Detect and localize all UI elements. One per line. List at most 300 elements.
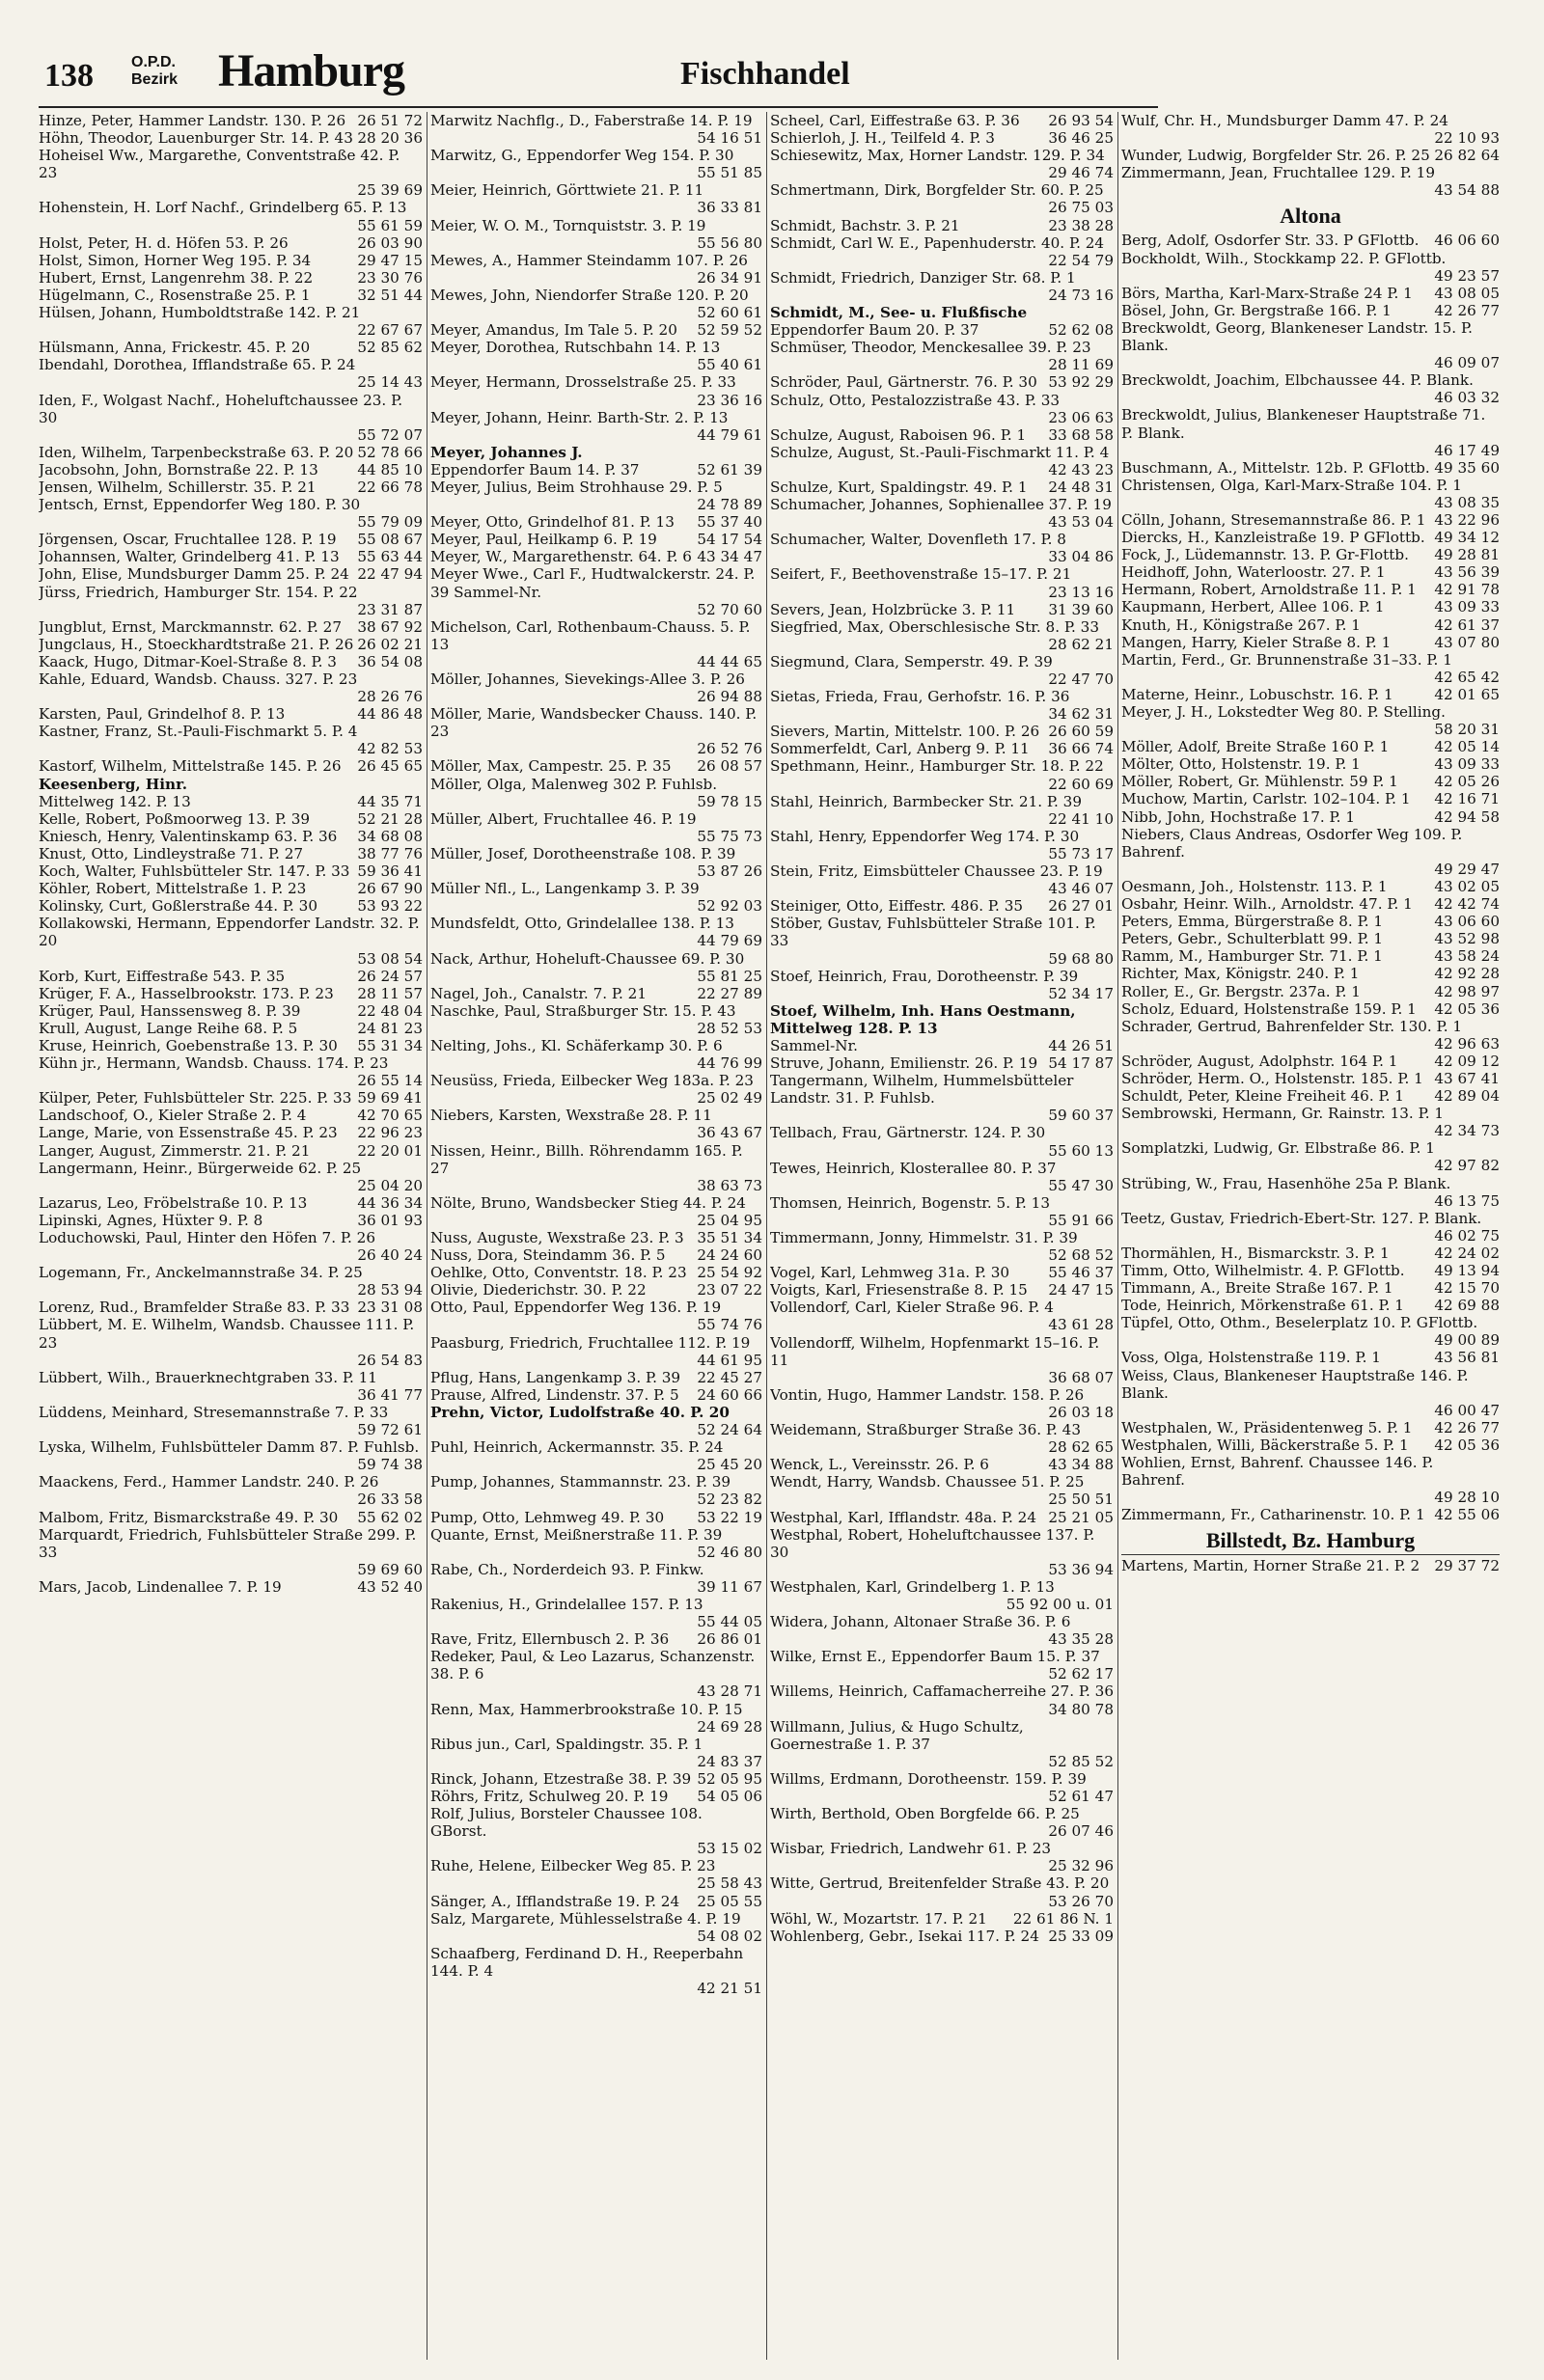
entry-name-address: Strübing, W., Frau, Hasenhöhe 25a P. Blank.: [1121, 1174, 1451, 1192]
entry-phone-number: 46 02 75: [1434, 1226, 1500, 1245]
entry-name-address: Schulze, August, St.-Pauli-Fischmarkt 11. P. 4: [770, 443, 1110, 461]
directory-entry: [770, 862, 1114, 897]
entry-phone-number: 52 68 52: [1048, 1246, 1114, 1265]
directory-entry: [430, 1037, 762, 1072]
entry-name-address: Tüpfel, Otto, Othm., Beselerplatz 10. P. GFlottb.: [1121, 1314, 1478, 1332]
entry-name-address: Schuldt, Peter, Kleine Freiheit 46. P. 1: [1121, 1087, 1404, 1106]
entry-phone-number: 38 67 92: [357, 617, 423, 636]
entry-name-address: Eppendorfer Baum 20. P. 37: [770, 321, 979, 340]
entry-name-address: Diercks, H., Kanzleistraße 19. P GFlottb.: [1121, 529, 1425, 547]
entry-phone-number: 54 17 54: [697, 531, 762, 549]
entry-phone-number: 24 69 28: [697, 1717, 762, 1736]
directory-entry: [1121, 651, 1500, 686]
entry-phone-number: 53 08 54: [357, 949, 423, 968]
directory-entry: [770, 565, 1114, 600]
entry-phone-number: 36 68 07: [1048, 1368, 1114, 1386]
directory-entry: [430, 1701, 762, 1736]
entry-name-address: Meyer, J. H., Lokstedter Weg 80. P. Stelling.: [1121, 703, 1446, 721]
directory-entry: [39, 670, 423, 705]
column-4: [1121, 112, 1500, 2360]
entry-phone-number: 49 28 10: [1434, 1489, 1500, 1507]
directory-entry: [39, 112, 423, 129]
entry-name-address: Logemann, Fr., Anckelmannstraße 34. P. 25: [39, 1264, 363, 1282]
entry-phone-number: 26 75 03: [1048, 199, 1114, 217]
entry-phone-number: 28 62 21: [1048, 635, 1114, 653]
entry-name-address: Schulze, Kurt, Spaldingstr. 49. P. 1: [770, 478, 1028, 496]
entry-name-address: Fock, J., Lüdemannstr. 13. P. Gr-Flottb.: [1121, 546, 1409, 564]
entry-name-address: Stoef, Wilhelm, Inh. Hans Oestmann, Mittelweg 128. P. 13: [770, 1001, 1076, 1037]
entry-phone-number: 22 41 10: [1048, 809, 1114, 828]
entry-name-address: Kollakowski, Hermann, Eppendorfer Landstr. 32. P. 20: [39, 915, 420, 950]
entry-phone-number: 52 23 82: [697, 1491, 762, 1509]
entry-name-address: Jürss, Friedrich, Hamburger Str. 154. P. 22: [39, 583, 358, 601]
directory-entry: [1121, 1139, 1500, 1174]
directory-entry: [1121, 1419, 1500, 1436]
entry-phone-number: 49 28 81: [1434, 546, 1500, 564]
directory-entry: [1121, 250, 1500, 285]
entry-phone-number: 25 39 69: [357, 181, 423, 200]
entry-phone-number: 28 11 57: [357, 984, 423, 1002]
entry-name-address: Siegfried, Max, Oberschlesische Str. 8. P. 33: [770, 617, 1099, 636]
entry-phone-number: 42 26 77: [1434, 301, 1500, 319]
directory-entry: [770, 1526, 1114, 1578]
directory-entry: [39, 705, 423, 723]
entry-name-address: Ribus jun., Carl, Spaldingstr. 35. P. 1: [430, 1735, 703, 1753]
entry-name-address: Rabe, Ch., Norderdeich 93. P. Finkw.: [430, 1560, 704, 1578]
entry-name-address: Hubert, Ernst, Langenrehm 38. P. 22: [39, 268, 314, 287]
entry-phone-number: 43 08 05: [1434, 284, 1500, 302]
directory-entry: [430, 618, 762, 670]
directory-entry: [430, 1299, 762, 1333]
entry-name-address: Kruse, Heinrich, Goebenstraße 13. P. 30: [39, 1036, 338, 1054]
entry-name-address: Mewes, A., Hammer Steindamm 107. P. 26: [430, 251, 748, 269]
entry-phone-number: 26 08 57: [697, 757, 762, 776]
entry-phone-number: 55 72 07: [357, 425, 423, 444]
directory-entry: [39, 915, 423, 967]
entry-name-address: Stöber, Gustav, Fuhlsbütteler Straße 101. P. 33: [770, 915, 1096, 950]
entry-name-address: Westphalen, W., Präsidentenweg 5. P. 1: [1121, 1418, 1413, 1436]
directory-entry: [1121, 1314, 1500, 1349]
entry-name-address: Hoheisel Ww., Margarethe, Conventstraße 42. P. 23: [39, 147, 400, 182]
directory-entry: [430, 880, 762, 915]
entry-name-address: Wohlenberg, Gebr., Isekai 117. P. 24: [770, 1927, 1039, 1945]
entry-phone-number: 26 45 65: [357, 757, 423, 776]
directory-entry: [39, 793, 423, 810]
entry-phone-number: 28 62 65: [1048, 1438, 1114, 1457]
directory-entry: [770, 444, 1114, 479]
entry-phone-number: 22 96 23: [357, 1124, 423, 1142]
entry-phone-number: 59 74 38: [357, 1456, 423, 1474]
entry-phone-number: 55 31 34: [357, 1036, 423, 1054]
directory-entry: [39, 1037, 423, 1054]
directory-entry: [770, 688, 1114, 723]
entry-phone-number: 24 78 89: [697, 496, 762, 514]
entry-name-address: Jentsch, Ernst, Eppendorfer Weg 180. P. 30: [39, 496, 361, 514]
entry-phone-number: 36 41 77: [357, 1385, 423, 1404]
entry-phone-number: 55 51 85: [697, 164, 762, 182]
entry-phone-number: 55 79 09: [357, 513, 423, 532]
directory-entry: [770, 601, 1114, 618]
entry-phone-number: 46 00 47: [1434, 1401, 1500, 1419]
entry-phone-number: 43 34 88: [1048, 1456, 1114, 1474]
entry-name-address: Meyer, W., Margarethenstr. 64. P. 6: [430, 548, 692, 566]
city-title: Hamburg: [218, 45, 405, 96]
directory-entry: [430, 1264, 762, 1281]
entry-phone-number: 28 52 53: [697, 1019, 762, 1037]
entry-name-address: Vollendorff, Wilhelm, Hopfenmarkt 15–16. P. 11: [770, 1333, 1100, 1369]
entry-name-address: Puhl, Heinrich, Ackermannstr. 35. P. 24: [430, 1438, 724, 1457]
entry-phone-number: 49 13 94: [1434, 1262, 1500, 1279]
opd-line: O.P.D.: [131, 54, 176, 70]
entry-name-address: Meyer, Julius, Beim Strohhause 29. P. 5: [430, 478, 723, 496]
entry-name-address: Nagel, Joh., Canalstr. 7. P. 21: [430, 984, 648, 1002]
entry-phone-number: [419, 776, 423, 793]
entry-phone-number: 52 60 61: [697, 304, 762, 322]
entry-name-address: Schulze, August, Raboisen 96. P. 1: [770, 425, 1027, 444]
entry-name-address: Lipinski, Agnes, Hüxter 9. P. 8: [39, 1211, 263, 1229]
directory-entry: [430, 1910, 762, 1945]
directory-entry: [1121, 773, 1500, 790]
directory-entry: [39, 1002, 423, 1020]
entry-phone-number: 52 61 47: [1048, 1788, 1114, 1805]
entry-phone-number: 43 02 05: [1434, 877, 1500, 895]
entry-name-address: Jensen, Wilhelm, Schillerstr. 35. P. 21: [39, 478, 317, 496]
entry-name-address: Nack, Arthur, Hoheluft-Chaussee 69. P. 30: [430, 949, 745, 968]
entry-phone-number: 54 17 87: [1048, 1054, 1114, 1073]
directory-entry: [39, 1194, 423, 1212]
entry-name-address: Jacobsohn, John, Bornstraße 22. P. 13: [39, 460, 318, 479]
directory-entry: [430, 1369, 762, 1386]
directory-entry: [430, 112, 762, 147]
entry-name-address: Osbahr, Heinr. Wilh., Arnoldstr. 47. P. 1: [1121, 895, 1413, 914]
entry-phone-number: 42 92 28: [1434, 965, 1500, 983]
entry-phone-number: 55 92 00 u. 01: [1006, 1595, 1114, 1613]
entry-phone-number: 42 55 06: [1434, 1506, 1500, 1524]
directory-entry: [430, 287, 762, 321]
entry-phone-number: 49 34 12: [1434, 529, 1500, 547]
entry-name-address: Nuss, Auguste, Wexstraße 23. P. 3: [430, 1229, 684, 1246]
entry-name-address: Oesmann, Joh., Holstenstr. 113. P. 1: [1121, 877, 1388, 895]
entry-name-address: Sammel-Nr.: [770, 1036, 858, 1054]
directory-entry: [430, 985, 762, 1002]
entry-name-address: Christensen, Olga, Karl-Marx-Straße 104. P. 1: [1121, 476, 1462, 494]
directory-entry: [430, 1404, 762, 1438]
entry-name-address: Meyer, Hermann, Drosselstraße 25. P. 33: [430, 373, 736, 392]
directory-entry: [430, 757, 762, 775]
entry-phone-number: 54 16 51: [697, 129, 762, 148]
entry-phone-number: 22 20 01: [357, 1141, 423, 1160]
entry-name-address: Meyer, Johannes J.: [430, 443, 583, 461]
entry-name-address: Mewes, John, Niendorfer Straße 120. P. 20: [430, 286, 749, 304]
entry-phone-number: 23 31 08: [357, 1299, 423, 1317]
entry-name-address: Kelle, Robert, Poßmoorweg 13. P. 39: [39, 809, 311, 828]
entry-name-address: Müller, Josef, Dorotheenstraße 108. P. 39: [430, 844, 736, 862]
entry-name-address: Pump, Johannes, Stammannstr. 23. P. 39: [430, 1473, 731, 1491]
entry-name-address: Breckwoldt, Joachim, Elbchaussee 44. P. Blank.: [1121, 371, 1474, 390]
entry-phone-number: 36 33 81: [697, 199, 762, 217]
entry-name-address: Renn, Max, Hammerbrookstraße 10. P. 15: [430, 1700, 743, 1718]
entry-phone-number: 25 45 20: [697, 1456, 762, 1474]
entry-name-address: Schmidt, Carl W. E., Papenhuderstr. 40. P. 24: [770, 233, 1105, 252]
directory-entry: [39, 1160, 423, 1194]
entry-name-address: Karsten, Paul, Grindelhof 8. P. 13: [39, 705, 286, 724]
entry-name-address: Köhler, Robert, Mittelstraße 1. P. 23: [39, 880, 307, 898]
entry-name-address: Schaafberg, Ferdinand D. H., Reeperbahn 144. P. 4: [430, 1944, 744, 1980]
entry-name-address: Möller, Marie, Wandsbecker Chauss. 140. P. 23: [430, 705, 758, 741]
directory-entry: [39, 1229, 423, 1264]
directory-entry: [1121, 1367, 1500, 1419]
entry-name-address: Holst, Peter, H. d. Höfen 53. P. 26: [39, 233, 289, 252]
entry-phone-number: 52 78 66: [357, 443, 423, 461]
entry-name-address: Meyer, Otto, Grindelhof 81. P. 13: [430, 513, 675, 532]
entry-name-address: Paasburg, Friedrich, Fruchtallee 112. P. 19: [430, 1333, 751, 1352]
directory-entry: [39, 584, 423, 618]
entry-name-address: Roller, E., Gr. Bergstr. 237a. P. 1: [1121, 982, 1361, 1000]
entry-phone-number: 28 53 94: [357, 1281, 423, 1299]
column-3: [770, 112, 1114, 2360]
entry-phone-number: 44 26 51: [1048, 1036, 1114, 1054]
entry-name-address: Nuss, Dora, Steindamm 36. P. 5: [430, 1246, 666, 1265]
entry-name-address: Buschmann, A., Mittelstr. 12b. P. GFlottb.: [1121, 458, 1430, 477]
entry-phone-number: 46 13 75: [1434, 1191, 1500, 1210]
entry-name-address: Malbom, Fritz, Bismarckstraße 49. P. 30: [39, 1508, 339, 1526]
entry-phone-number: 54 08 02: [697, 1927, 762, 1945]
entry-name-address: Marwitz, G., Eppendorfer Weg 154. P. 30: [430, 147, 734, 165]
directory-entry: [770, 1072, 1114, 1124]
entry-name-address: Vollendorf, Carl, Kieler Straße 96. P. 4: [770, 1299, 1054, 1317]
section-subheading: Altona: [1280, 204, 1341, 229]
directory-entry: [39, 199, 423, 233]
entry-phone-number: 22 66 78: [357, 478, 423, 496]
entry-phone-number: 23 13 16: [1048, 583, 1114, 601]
directory-entry: [1121, 164, 1500, 199]
entry-name-address: Steiniger, Otto, Eiffestr. 486. P. 35: [770, 897, 1024, 916]
entry-name-address: Scheel, Carl, Eiffestraße 63. P. 36: [770, 112, 1020, 129]
directory-entry: [770, 1718, 1114, 1770]
directory-entry: [1121, 1070, 1500, 1087]
entry-phone-number: 55 56 80: [697, 233, 762, 252]
entry-phone-number: 42 42 74: [1434, 895, 1500, 914]
directory-entry: [770, 1002, 1114, 1037]
entry-phone-number: 42 70 65: [357, 1107, 423, 1125]
entry-phone-number: 44 85 10: [357, 460, 423, 479]
directory-entry: [1121, 302, 1500, 319]
entry-name-address: Möller, Adolf, Breite Straße 160 P. 1: [1121, 738, 1390, 756]
entry-name-address: Lange, Marie, von Essenstraße 45. P. 23: [39, 1124, 338, 1142]
entry-phone-number: 55 61 59: [357, 216, 423, 234]
entry-name-address: Stahl, Henry, Eppendorfer Weg 174. P. 30: [770, 827, 1080, 845]
entry-phone-number: 43 53 04: [1048, 513, 1114, 532]
directory-entry: [430, 950, 762, 985]
page-number: 138: [44, 58, 94, 94]
entry-name-address: Westphal, Robert, Hoheluftchaussee 137. P. 30: [770, 1525, 1095, 1561]
directory-entry: [770, 1124, 1114, 1159]
entry-phone-number: 59 78 15: [697, 792, 762, 810]
directory-entry: [770, 1682, 1114, 1717]
entry-phone-number: 43 58 24: [1434, 947, 1500, 966]
directory-entry: [770, 1299, 1114, 1333]
directory-entry: [39, 234, 423, 252]
entry-phone-number: 42 16 71: [1434, 790, 1500, 808]
entry-phone-number: 43 07 80: [1434, 633, 1500, 651]
entry-phone-number: 33 68 58: [1048, 425, 1114, 444]
entry-name-address: Schrader, Gertrud, Bahrenfelder Str. 130. P. 1: [1121, 1017, 1463, 1035]
directory-entry: [39, 1369, 423, 1404]
directory-entry: [430, 776, 762, 810]
directory-entry: [39, 845, 423, 862]
directory-entry: [430, 1648, 762, 1700]
directory-entry: [1121, 1000, 1500, 1018]
entry-name-address: Zimmermann, Fr., Catharinenstr. 10. P. 1: [1121, 1506, 1425, 1524]
directory-entry: [1121, 406, 1500, 458]
directory-entry: [1121, 616, 1500, 634]
entry-name-address: Naschke, Paul, Straßburger Str. 15. P. 43: [430, 1001, 736, 1020]
entry-phone-number: 42 65 42: [1434, 668, 1500, 686]
entry-name-address: Rolf, Julius, Borsteler Chaussee 108. GBorst.: [430, 1805, 703, 1841]
entry-name-address: Rinck, Johann, Etzestraße 38. P. 39: [430, 1769, 692, 1788]
entry-phone-number: 43 22 96: [1434, 510, 1500, 529]
directory-entry: [430, 915, 762, 949]
entry-phone-number: 32 51 44: [357, 286, 423, 304]
entry-phone-number: 23 36 16: [697, 391, 762, 409]
entry-name-address: Wohlien, Ernst, Bahrenf. Chaussee 146. P. Bahrenf.: [1121, 1454, 1434, 1490]
entry-phone-number: 52 24 64: [697, 1421, 762, 1439]
entry-name-address: Pflug, Hans, Langenkamp 3. P. 39: [430, 1368, 681, 1386]
directory-entry: [430, 1630, 762, 1648]
entry-name-address: Bockholdt, Wilh., Stockkamp 22. P. GFlottb.: [1121, 249, 1447, 267]
entry-phone-number: 24 73 16: [1048, 286, 1114, 304]
entry-name-address: Mölter, Otto, Holstenstr. 19. P. 1: [1121, 755, 1361, 774]
entry-phone-number: 55 60 13: [1048, 1141, 1114, 1160]
entry-phone-number: 42 05 26: [1434, 773, 1500, 791]
entry-phone-number: 49 00 89: [1434, 1331, 1500, 1350]
entry-phone-number: 23 07 22: [697, 1281, 762, 1299]
entry-phone-number: 26 82 64: [1434, 147, 1500, 165]
directory-entry: [430, 1736, 762, 1770]
entry-name-address: Mittelweg 142. P. 13: [39, 792, 191, 810]
entry-name-address: Zimmermann, Jean, Fruchtallee 129. P. 19: [1121, 164, 1436, 182]
directory-entry: [39, 776, 423, 793]
entry-phone-number: 26 40 24: [357, 1246, 423, 1265]
entry-name-address: Mundsfeldt, Otto, Grindelallee 138. P. 13: [430, 915, 734, 933]
entry-phone-number: 43 35 28: [1048, 1630, 1114, 1649]
directory-entry: [770, 1928, 1114, 1945]
directory-entry: [430, 531, 762, 548]
entry-name-address: Willms, Erdmann, Dorotheenstr. 159. P. 39: [770, 1769, 1087, 1788]
entry-phone-number: 46 09 07: [1434, 354, 1500, 372]
directory-entry: [1121, 790, 1500, 807]
entry-name-address: Nölte, Bruno, Wandsbecker Stieg 44. P. 24: [430, 1193, 746, 1212]
entry-name-address: Krüger, F. A., Hasselbrookstr. 173. P. 23: [39, 984, 334, 1002]
entry-name-address: Krüger, Paul, Hanssensweg 8. P. 39: [39, 1001, 301, 1020]
entry-phone-number: 42 05 36: [1434, 1436, 1500, 1454]
directory-entry: [430, 252, 762, 287]
directory-entry: [770, 618, 1114, 653]
entry-phone-number: 42 89 04: [1434, 1087, 1500, 1106]
entry-phone-number: 52 62 17: [1048, 1665, 1114, 1683]
directory-entry: [430, 1805, 762, 1857]
entry-phone-number: 26 93 54: [1048, 112, 1114, 129]
entry-name-address: Peters, Emma, Bürgerstraße 8. P. 1: [1121, 913, 1384, 931]
directory-entry: [1121, 319, 1500, 371]
entry-name-address: Marwitz Nachflg., D., Faberstraße 14. P. 19: [430, 112, 753, 129]
entry-name-address: Schumacher, Walter, Dovenfleth 17. P. 8: [770, 531, 1066, 549]
entry-phone-number: 34 68 08: [357, 827, 423, 845]
directory-entry: [430, 1194, 762, 1229]
entry-phone-number: 42 24 02: [1434, 1244, 1500, 1262]
entry-name-address: Wulf, Chr. H., Mundsburger Damm 47. P. 24: [1121, 112, 1448, 129]
entry-phone-number: 23 38 28: [1048, 216, 1114, 234]
directory-entry: [39, 1142, 423, 1160]
entry-name-address: Voigts, Karl, Friesenstraße 8. P. 15: [770, 1281, 1028, 1299]
entry-name-address: Wöhl, W., Mozartstr. 17. P. 21: [770, 1909, 987, 1928]
entry-phone-number: 25 54 92: [697, 1264, 762, 1282]
entry-name-address: Kastorf, Wilhelm, Mittelstraße 145. P. 26: [39, 757, 342, 776]
entry-phone-number: 25 21 05: [1048, 1508, 1114, 1526]
entry-phone-number: 59 68 80: [1048, 949, 1114, 968]
directory-entry: [1121, 459, 1500, 477]
directory-entry: [39, 653, 423, 670]
entry-phone-number: 36 01 93: [357, 1211, 423, 1229]
entry-name-address: Jungblut, Ernst, Marckmannstr. 62. P. 27: [39, 617, 343, 636]
entry-phone-number: 26 94 88: [697, 688, 762, 706]
entry-name-address: Witte, Gertrud, Breitenfelder Straße 43. P. 20: [770, 1874, 1110, 1893]
entry-phone-number: 43 08 35: [1434, 493, 1500, 511]
entry-name-address: Nissen, Heinr., Billh. Röhrendamm 165. P. 27: [430, 1141, 743, 1177]
directory-entry: [39, 968, 423, 985]
directory-entry: [1121, 738, 1500, 755]
directory-entry: [39, 147, 423, 199]
directory-entry: [39, 565, 423, 583]
directory-entry: [430, 461, 762, 479]
entry-phone-number: 26 51 72: [357, 112, 423, 129]
entry-name-address: Keesenberg, Hinr.: [39, 775, 187, 793]
directory-entry: [39, 304, 423, 339]
entry-phone-number: 59 72 61: [357, 1421, 423, 1439]
directory-entry: [770, 479, 1114, 496]
directory-entry: [770, 1840, 1114, 1874]
directory-entry: [39, 985, 423, 1002]
directory-entry: [39, 880, 423, 897]
entry-name-address: Berg, Adolf, Osdorfer Str. 33. P GFlottb.: [1121, 232, 1420, 250]
entry-name-address: Kahle, Eduard, Wandsb. Chauss. 327. P. 23: [39, 670, 358, 688]
entry-phone-number: 35 51 34: [697, 1229, 762, 1246]
entry-name-address: Kühn jr., Hermann, Wandsb. Chauss. 174. P. 23: [39, 1054, 389, 1073]
bezirk-line: Bezirk: [131, 71, 179, 88]
entry-phone-number: 33 04 86: [1048, 548, 1114, 566]
entry-name-address: Stein, Fritz, Eimsbütteler Chaussee 23. P. 19: [770, 862, 1103, 881]
entry-name-address: Korb, Kurt, Eiffestraße 543. P. 35: [39, 967, 286, 985]
directory-entry: [39, 757, 423, 775]
entry-phone-number: 42 82 53: [357, 740, 423, 758]
entry-phone-number: 42 34 73: [1434, 1122, 1500, 1140]
entry-phone-number: 43 54 88: [1434, 181, 1500, 200]
entry-phone-number: 53 87 26: [697, 862, 762, 881]
entry-phone-number: 55 44 05: [697, 1613, 762, 1631]
directory-entry: [39, 1107, 423, 1124]
entry-name-address: Schiesewitz, Max, Horner Landstr. 129. P. 34: [770, 147, 1105, 165]
entry-phone-number: 49 29 47: [1434, 860, 1500, 878]
directory-entry: [770, 1613, 1114, 1648]
entry-name-address: Ibendahl, Dorothea, Ifflandstraße 65. P. 24: [39, 356, 356, 374]
entry-name-address: Koch, Walter, Fuhlsbütteler Str. 147. P. 33: [39, 862, 350, 881]
entry-name-address: Salz, Margarete, Mühlesselstraße 4. P. 19: [430, 1909, 741, 1928]
directory-entry: [770, 757, 1114, 792]
entry-phone-number: 25 04 95: [697, 1211, 762, 1229]
directory-entry: [430, 1281, 762, 1299]
directory-entry: [770, 1578, 1114, 1613]
directory-entry: [1121, 1557, 1500, 1574]
